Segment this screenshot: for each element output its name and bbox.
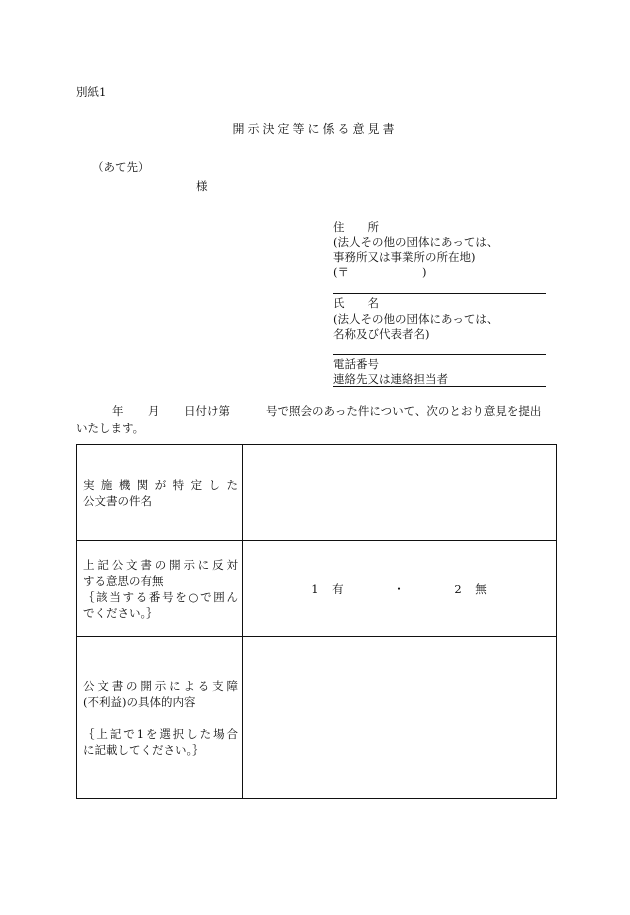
body-sentence-rest: 号で照会のあった件について、次のとおり意見を提出: [266, 404, 542, 418]
subject-label-cell: [77, 445, 243, 541]
subject-label-line-2: 公文書の件名: [83, 493, 152, 508]
objection-label-line-4: でください。｝: [83, 605, 158, 620]
name-note-2: 名称及び代表者名): [333, 327, 430, 341]
postal-close: ): [422, 265, 427, 279]
impediment-value-cell[interactable]: [243, 637, 557, 799]
postal-mark: (〒: [333, 265, 349, 279]
body-month: 月: [148, 404, 160, 418]
table-row: [77, 541, 557, 637]
document-title: 開示決定等に係る意見書: [232, 122, 398, 136]
contact-label: 連絡先又は連絡担当者: [333, 372, 448, 386]
addressee-honorific: 様: [196, 179, 208, 193]
choice-separator: ・: [393, 581, 406, 596]
table-row: [77, 445, 557, 541]
name-note-1: (法人その他の団体にあっては、: [333, 312, 499, 326]
addressee-label: （あて先）: [92, 160, 150, 174]
address-note-1: (法人その他の団体にあっては、: [333, 235, 499, 249]
choice-yes[interactable]: 1 有: [311, 581, 345, 596]
objection-label-line-1: 上記公文書の開示に反対: [83, 557, 238, 572]
name-underline: [333, 354, 546, 355]
opinion-form-table: [76, 444, 557, 799]
choice-no[interactable]: 2 無: [454, 581, 488, 596]
table-row: [77, 637, 557, 799]
impediment-label-line-1: 公文書の開示による支障: [83, 678, 238, 693]
objection-label-cell: [77, 541, 243, 637]
impediment-label-line-2: (不利益)の具体的内容: [83, 694, 196, 709]
impediment-label-line-4: に記載してください。｝: [83, 742, 204, 757]
phone-label: 電話番号: [333, 357, 379, 371]
annex-label: 別紙1: [76, 85, 107, 99]
impediment-label-spacer: [83, 710, 238, 726]
address-underline: [333, 293, 546, 294]
objection-label-line-2: する意思の有無: [83, 573, 164, 588]
impediment-label-cell: [77, 637, 243, 799]
objection-label-line-3: ｛該当する番号を○で囲ん: [83, 589, 238, 604]
address-label: 住 所: [333, 220, 379, 234]
subject-value-cell[interactable]: [243, 445, 557, 541]
impediment-label-line-3: ｛上記で1を選択した場合: [83, 726, 238, 741]
contact-underline: [333, 386, 546, 387]
objection-choice-cell: [243, 541, 557, 637]
body-year: 年: [112, 404, 124, 418]
subject-label-line-1: 実施機関が特定した: [83, 477, 238, 492]
address-note-2: 事務所又は事業所の所在地): [333, 250, 476, 264]
body-line-2: いたします。: [76, 421, 145, 435]
body-dated-no: 日付け第: [184, 404, 230, 418]
name-label: 氏 名: [333, 296, 379, 310]
